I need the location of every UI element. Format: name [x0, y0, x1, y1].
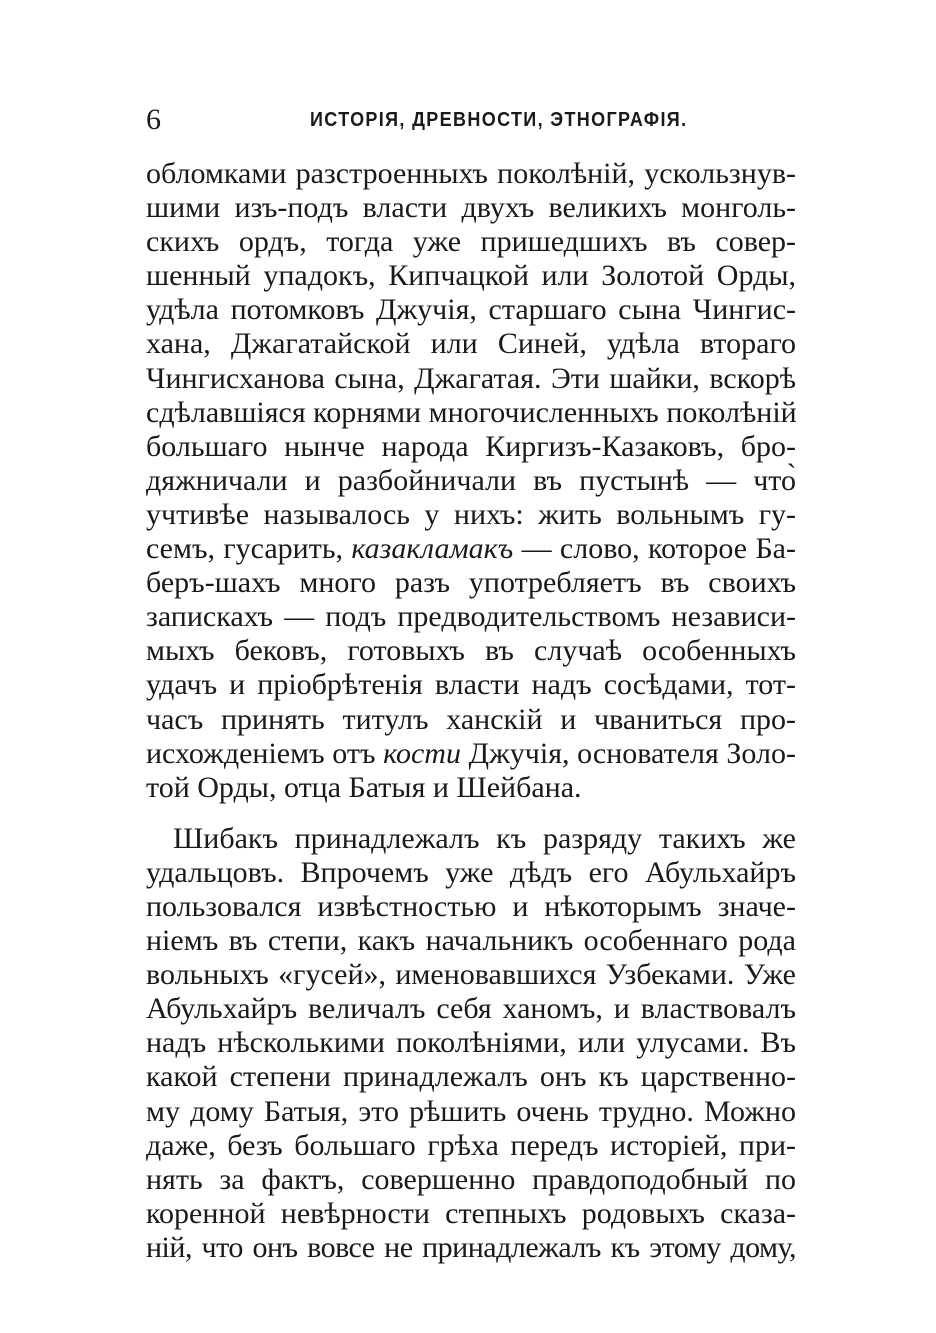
paragraph-2	[146, 822, 796, 1265]
text-line: пользовался извѣстностью и нѣкоторымъ значе-	[146, 889, 796, 923]
text-run: Джучія, основателя Золо-	[460, 736, 796, 770]
text-run: исхожденіемъ отъ	[146, 736, 384, 770]
text-line: ній, что онъ вовсе не принадлежалъ къ этому дому,	[146, 1230, 796, 1264]
text-line: какой степени принадлежалъ онъ къ царственно-	[146, 1060, 796, 1094]
text-line: Чингисханова сына, Джагатая. Эти шайки, вскорѣ	[146, 361, 796, 395]
text-line: надъ нѣсколькими поколѣніями, или улусами. Въ	[146, 1026, 796, 1060]
text-line: большаго нынче народа Киргизъ-Казаковъ, бро-	[146, 429, 796, 463]
page-number: 6	[146, 103, 161, 136]
text-line: мыхъ бековъ, готовыхъ въ случаѣ особенныхъ	[146, 634, 796, 668]
text-line: беръ-шахъ много разъ употребляетъ въ своихъ	[146, 566, 796, 600]
text-line: шими изъ-подъ власти двухъ великихъ монголь-	[146, 191, 796, 225]
text-run: семъ, гусарить,	[146, 532, 352, 566]
text-line: коренной невѣрности степныхъ родовыхъ сказа-	[146, 1196, 796, 1230]
text-line: скихъ ордъ, тогда уже пришедшихъ въ совер-	[146, 225, 796, 259]
text-line: удѣла потомковъ Джучія, старшаго сына Чингис-	[146, 293, 796, 327]
italic-term: кости	[383, 736, 461, 770]
text-line	[146, 532, 796, 566]
text-line: хана, Джагатайской или Синей, удѣла втораго	[146, 327, 796, 361]
running-title: ИСТОРІЯ, ДРЕВНОСТИ, ЭТНОГРАФІЯ.	[310, 109, 688, 131]
text-line: дяжничали и разбойничали въ пустынѣ — что̀	[146, 463, 796, 497]
text-line: Шибакъ принадлежалъ къ разряду такихъ же	[173, 821, 796, 855]
text-line: той Орды, отца Батыя и Шейбана.	[146, 770, 582, 804]
text-line	[146, 737, 796, 771]
text-line: му дому Батыя, это рѣшить очень трудно. Можно	[146, 1094, 796, 1128]
text-line: удальцовъ. Впрочемъ уже дѣдъ его Абульхайръ	[146, 855, 796, 889]
text-line: вольныхъ «гусей», именовавшихся Узбеками. Уже	[146, 958, 796, 992]
paragraph-1	[146, 157, 796, 805]
italic-term: казакламакъ	[351, 532, 514, 566]
text-line: обломками разстроенныхъ поколѣній, ускользнув-	[146, 157, 796, 190]
text-line: ніемъ въ степи, какъ начальникъ особеннаго рода	[146, 924, 796, 958]
text-line: удачъ и пріобрѣтенія власти надъ сосѣдами, тот-	[146, 668, 796, 702]
text-line: сдѣлавшіяся корнями многочисленныхъ поколѣній	[146, 395, 797, 429]
text-line: нять за фактъ, совершенно правдоподобный по	[146, 1162, 796, 1196]
text-line: шенный упадокъ, Кипчацкой или Золотой Орды,	[146, 259, 796, 293]
body-text	[146, 157, 796, 1265]
text-line: часъ принять титулъ ханскій и чваниться про-	[146, 702, 796, 736]
text-line: Абульхайръ величалъ себя ханомъ, и властвовалъ	[146, 992, 796, 1026]
text-line: запискахъ — подъ предводительствомъ независи-	[146, 600, 796, 634]
text-line: учтивѣе называлось у нихъ: жить вольнымъ гу-	[146, 497, 796, 531]
text-run: — слово, которое Ба-	[513, 532, 796, 566]
text-line: даже, безъ большаго грѣха передъ исторіей, при-	[146, 1128, 796, 1162]
page-header	[146, 100, 806, 140]
